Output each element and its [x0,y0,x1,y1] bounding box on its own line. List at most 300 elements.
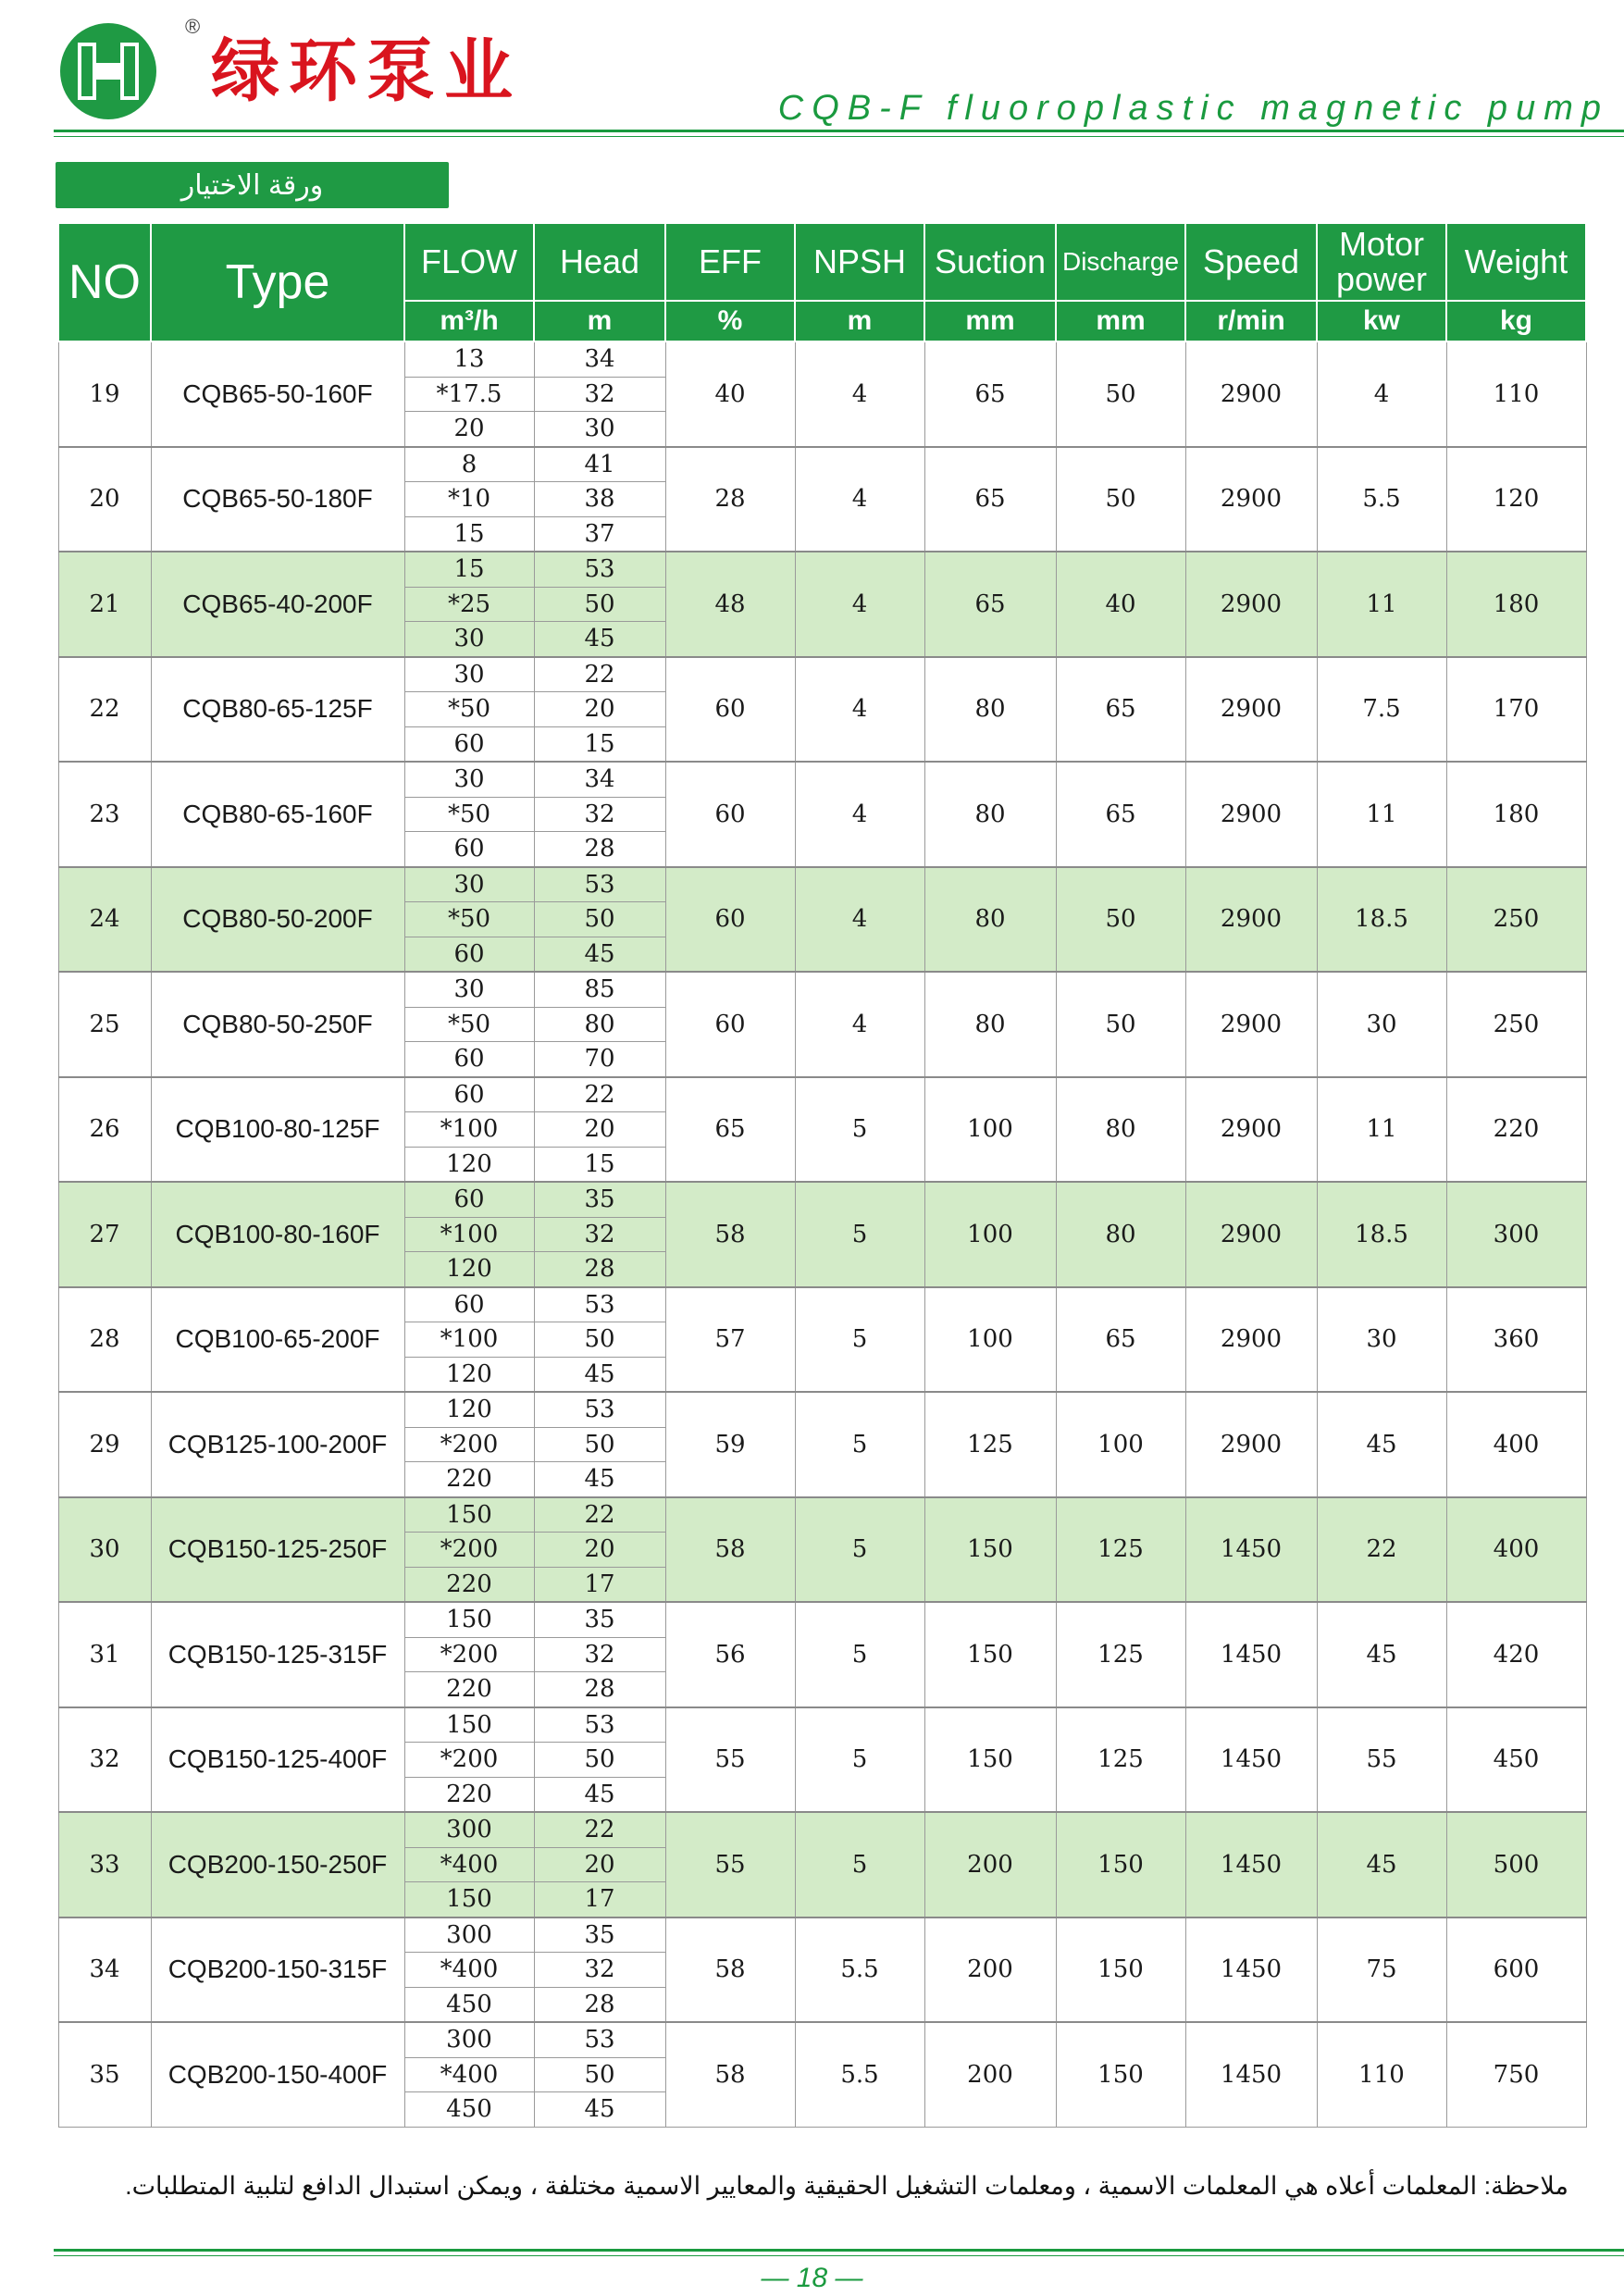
cell-head: 50 [534,2057,665,2092]
cell-speed: 1450 [1185,1497,1317,1603]
cell-flow: 300 [404,1917,534,1953]
unit-head: m [534,301,665,341]
unit-motor: kw [1317,301,1446,341]
cell-suction: 80 [924,972,1056,1077]
cell-eff: 40 [665,341,795,447]
cell-no: 32 [58,1707,151,1813]
cell-flow: *17.5 [404,377,534,412]
cell-eff: 57 [665,1287,795,1393]
header-weight: Weight [1446,223,1586,301]
cell-flow: 30 [404,762,534,797]
cell-head: 28 [534,1987,665,2022]
cell-head: 37 [534,516,665,552]
cell-suction: 200 [924,1812,1056,1917]
cell-flow: 15 [404,552,534,587]
table-row [58,341,1586,377]
cell-head: 28 [534,1672,665,1707]
cell-discharge: 65 [1056,762,1185,867]
cell-flow: *100 [404,1217,534,1252]
cell-weight: 110 [1446,341,1586,447]
cell-speed: 2900 [1185,1182,1317,1287]
cell-no: 26 [58,1077,151,1183]
header-divider-thin [54,136,1624,137]
cell-suction: 65 [924,552,1056,657]
header-discharge: Discharge [1056,223,1185,301]
spec-table [57,222,1587,2128]
cell-flow: *200 [404,1427,534,1462]
cell-speed: 1450 [1185,2022,1317,2127]
cell-flow: 220 [404,1777,534,1812]
cell-flow: *200 [404,1533,534,1568]
cell-head: 15 [534,1147,665,1182]
cell-motor: 22 [1317,1497,1446,1603]
cell-npsh: 5 [795,1602,924,1707]
cell-head: 20 [534,1112,665,1148]
cell-discharge: 50 [1056,341,1185,447]
cell-no: 19 [58,341,151,447]
header-eff: EFF [665,223,795,301]
table-row [58,1707,1586,1743]
header-no: NO [58,223,151,341]
cell-weight: 300 [1446,1182,1586,1287]
cell-flow: 30 [404,867,534,902]
table-row [58,1812,1586,1847]
cell-head: 50 [534,1427,665,1462]
cell-no: 30 [58,1497,151,1603]
cell-head: 50 [534,902,665,937]
cell-eff: 55 [665,1812,795,1917]
cell-suction: 200 [924,1917,1056,2023]
cell-eff: 55 [665,1707,795,1813]
cell-head: 22 [534,1497,665,1533]
cell-motor: 11 [1317,552,1446,657]
cell-speed: 2900 [1185,762,1317,867]
cell-flow: *200 [404,1743,534,1778]
cell-weight: 450 [1446,1707,1586,1813]
cell-discharge: 40 [1056,552,1185,657]
cell-head: 45 [534,937,665,972]
cell-type: CQB150-125-250F [151,1497,404,1603]
cell-eff: 58 [665,2022,795,2127]
cell-flow: 20 [404,412,534,447]
cell-npsh: 4 [795,972,924,1077]
cell-motor: 18.5 [1317,1182,1446,1287]
section-tab: ورقة الاختيار [56,162,449,208]
cell-flow: *400 [404,1953,534,1988]
cell-npsh: 4 [795,657,924,763]
cell-no: 29 [58,1392,151,1497]
table-row [58,1287,1586,1322]
unit-suction: mm [924,301,1056,341]
cell-discharge: 100 [1056,1392,1185,1497]
cell-no: 31 [58,1602,151,1707]
cell-suction: 100 [924,1077,1056,1183]
cell-discharge: 50 [1056,972,1185,1077]
cell-head: 20 [534,1847,665,1882]
cell-flow: 13 [404,341,534,377]
cell-head: 85 [534,972,665,1007]
cell-motor: 75 [1317,1917,1446,2023]
cell-eff: 58 [665,1497,795,1603]
cell-speed: 2900 [1185,552,1317,657]
cell-head: 22 [534,657,665,692]
cell-no: 22 [58,657,151,763]
cell-suction: 150 [924,1707,1056,1813]
cell-motor: 5.5 [1317,447,1446,552]
cell-no: 25 [58,972,151,1077]
cell-flow: 60 [404,1077,534,1112]
cell-no: 20 [58,447,151,552]
product-title: CQB-F fluoroplastic magnetic pump [777,89,1609,128]
cell-weight: 170 [1446,657,1586,763]
cell-suction: 80 [924,867,1056,973]
cell-flow: 150 [404,1882,534,1917]
cell-motor: 11 [1317,762,1446,867]
cell-suction: 65 [924,341,1056,447]
cell-no: 21 [58,552,151,657]
cell-motor: 30 [1317,972,1446,1077]
cell-head: 45 [534,1357,665,1392]
cell-head: 53 [534,1287,665,1322]
unit-flow: m³/h [404,301,534,341]
unit-weight: kg [1446,301,1586,341]
header-type: Type [151,223,404,341]
cell-speed: 1450 [1185,1812,1317,1917]
unit-discharge: mm [1056,301,1185,341]
cell-type: CQB150-125-400F [151,1707,404,1813]
cell-weight: 250 [1446,867,1586,973]
header-divider [54,130,1624,132]
cell-eff: 56 [665,1602,795,1707]
cell-flow: *50 [404,797,534,832]
cell-type: CQB150-125-315F [151,1602,404,1707]
cell-speed: 1450 [1185,1602,1317,1707]
cell-speed: 2900 [1185,447,1317,552]
cell-flow: *10 [404,482,534,517]
cell-head: 38 [534,482,665,517]
cell-speed: 2900 [1185,341,1317,447]
cell-head: 50 [534,1322,665,1358]
cell-speed: 2900 [1185,1077,1317,1183]
cell-flow: 150 [404,1707,534,1743]
cell-flow: *50 [404,1007,534,1042]
table-row [58,1392,1586,1427]
cell-flow: 120 [404,1392,534,1427]
cell-no: 28 [58,1287,151,1393]
cell-weight: 400 [1446,1392,1586,1497]
cell-weight: 400 [1446,1497,1586,1603]
cell-head: 20 [534,1533,665,1568]
cell-motor: 30 [1317,1287,1446,1393]
cell-type: CQB80-65-160F [151,762,404,867]
cell-head: 17 [534,1567,665,1602]
cell-flow: *25 [404,587,534,622]
cell-weight: 180 [1446,762,1586,867]
cell-motor: 45 [1317,1602,1446,1707]
cell-type: CQB80-50-200F [151,867,404,973]
cell-head: 32 [534,797,665,832]
cell-head: 20 [534,692,665,727]
table-row [58,1077,1586,1112]
cell-motor: 4 [1317,341,1446,447]
cell-speed: 2900 [1185,1287,1317,1393]
cell-npsh: 5.5 [795,1917,924,2023]
cell-type: CQB65-50-180F [151,447,404,552]
cell-discharge: 125 [1056,1707,1185,1813]
cell-discharge: 50 [1056,867,1185,973]
table-row [58,552,1586,587]
cell-weight: 120 [1446,447,1586,552]
cell-weight: 180 [1446,552,1586,657]
cell-head: 35 [534,1182,665,1217]
footer-divider [54,2249,1624,2252]
cell-weight: 500 [1446,1812,1586,1917]
cell-npsh: 5 [795,1077,924,1183]
cell-flow: *50 [404,902,534,937]
cell-npsh: 5.5 [795,2022,924,2127]
header-suction: Suction [924,223,1056,301]
cell-head: 34 [534,762,665,797]
cell-weight: 220 [1446,1077,1586,1183]
cell-suction: 100 [924,1287,1056,1393]
cell-type: CQB200-150-315F [151,1917,404,2023]
unit-npsh: m [795,301,924,341]
cell-no: 23 [58,762,151,867]
cell-motor: 45 [1317,1812,1446,1917]
cell-motor: 110 [1317,2022,1446,2127]
cell-flow: 300 [404,2022,534,2057]
cell-head: 32 [534,1217,665,1252]
cell-eff: 60 [665,657,795,763]
cell-npsh: 4 [795,341,924,447]
cell-head: 35 [534,1602,665,1637]
cell-motor: 7.5 [1317,657,1446,763]
cell-npsh: 5 [795,1812,924,1917]
header-motor-line2: power [1335,260,1428,298]
cell-weight: 360 [1446,1287,1586,1393]
cell-discharge: 125 [1056,1497,1185,1603]
cell-head: 15 [534,726,665,762]
page-number: — 18 — [761,2263,863,2293]
cell-weight: 420 [1446,1602,1586,1707]
cell-head: 45 [534,622,665,657]
cell-eff: 58 [665,1917,795,2023]
cell-suction: 200 [924,2022,1056,2127]
cell-speed: 2900 [1185,867,1317,973]
cell-suction: 150 [924,1602,1056,1707]
cell-head: 17 [534,1882,665,1917]
cell-flow: *50 [404,692,534,727]
cell-speed: 1450 [1185,1707,1317,1813]
cell-discharge: 150 [1056,1812,1185,1917]
cell-weight: 600 [1446,1917,1586,2023]
header-flow: FLOW [404,223,534,301]
cell-flow: 300 [404,1812,534,1847]
cell-flow: 120 [404,1357,534,1392]
cell-head: 53 [534,867,665,902]
cell-npsh: 5 [795,1287,924,1393]
cell-head: 53 [534,2022,665,2057]
cell-eff: 59 [665,1392,795,1497]
cell-type: CQB200-150-400F [151,2022,404,2127]
cell-discharge: 80 [1056,1182,1185,1287]
header-motor-line1: Motor [1338,225,1425,264]
cell-flow: 220 [404,1672,534,1707]
cell-suction: 150 [924,1497,1056,1603]
cell-flow: 30 [404,972,534,1007]
cell-discharge: 80 [1056,1077,1185,1183]
cell-weight: 250 [1446,972,1586,1077]
cell-suction: 80 [924,657,1056,763]
cell-type: CQB100-80-160F [151,1182,404,1287]
cell-head: 22 [534,1812,665,1847]
cell-type: CQB65-50-160F [151,341,404,447]
cell-eff: 28 [665,447,795,552]
cell-speed: 1450 [1185,1917,1317,2023]
cell-head: 80 [534,1007,665,1042]
cell-no: 33 [58,1812,151,1917]
spec-table-body [58,341,1586,2127]
cell-suction: 100 [924,1182,1056,1287]
cell-head: 28 [534,832,665,867]
unit-eff: % [665,301,795,341]
table-row [58,2022,1586,2057]
cell-motor: 55 [1317,1707,1446,1813]
cell-eff: 58 [665,1182,795,1287]
cell-discharge: 50 [1056,447,1185,552]
cell-suction: 65 [924,447,1056,552]
cell-flow: 60 [404,1182,534,1217]
cell-flow: 30 [404,622,534,657]
table-row [58,447,1586,482]
cell-npsh: 4 [795,867,924,973]
cell-head: 32 [534,1637,665,1672]
cell-no: 27 [58,1182,151,1287]
cell-motor: 11 [1317,1077,1446,1183]
registered-mark: ® [185,15,201,38]
table-row [58,1497,1586,1533]
cell-head: 35 [534,1917,665,1953]
footer-divider-thin [54,2255,1624,2256]
cell-npsh: 5 [795,1707,924,1813]
header-speed: Speed [1185,223,1317,301]
header-npsh: NPSH [795,223,924,301]
cell-type: CQB100-80-125F [151,1077,404,1183]
cell-npsh: 5 [795,1497,924,1603]
cell-flow: 60 [404,937,534,972]
cell-head: 53 [534,1392,665,1427]
header-head: Head [534,223,665,301]
cell-eff: 48 [665,552,795,657]
table-row [58,1182,1586,1217]
cell-no: 34 [58,1917,151,2023]
cell-no: 24 [58,867,151,973]
cell-flow: 450 [404,2092,534,2128]
cell-head: 45 [534,1777,665,1812]
cell-eff: 60 [665,867,795,973]
cell-flow: *200 [404,1637,534,1672]
cell-npsh: 5 [795,1182,924,1287]
table-row [58,867,1586,902]
cell-head: 41 [534,447,665,482]
cell-head: 30 [534,412,665,447]
cell-suction: 125 [924,1392,1056,1497]
cell-no: 35 [58,2022,151,2127]
cell-head: 34 [534,341,665,377]
cell-flow: 220 [404,1567,534,1602]
table-row [58,1917,1586,1953]
cell-flow: 60 [404,832,534,867]
cell-speed: 2900 [1185,1392,1317,1497]
cell-type: CQB125-100-200F [151,1392,404,1497]
cell-discharge: 65 [1056,1287,1185,1393]
cell-flow: 60 [404,1287,534,1322]
cell-head: 53 [534,1707,665,1743]
header-motor-power [1317,223,1446,301]
cell-motor: 18.5 [1317,867,1446,973]
cell-flow: 15 [404,516,534,552]
cell-flow: 120 [404,1147,534,1182]
cell-npsh: 4 [795,447,924,552]
cell-discharge: 65 [1056,657,1185,763]
cell-npsh: 4 [795,552,924,657]
cell-head: 28 [534,1252,665,1287]
cell-motor: 45 [1317,1392,1446,1497]
cell-type: CQB100-65-200F [151,1287,404,1393]
cell-head: 50 [534,1743,665,1778]
cell-flow: 150 [404,1602,534,1637]
cell-head: 53 [534,552,665,587]
cell-flow: *400 [404,1847,534,1882]
footnote: ملاحظة: المعلمات أعلاه هي المعلمات الاسمية ، ومعلمات التشغيل الحقيقية والمعايير الاسمية مختلفة ، ويمكن استبدال الدافع لتلبية المتطلبات. [125,2172,1568,2200]
cell-flow: *400 [404,2057,534,2092]
cell-head: 50 [534,587,665,622]
cell-flow: 30 [404,657,534,692]
unit-speed: r/min [1185,301,1317,341]
table-row [58,657,1586,692]
cell-speed: 2900 [1185,657,1317,763]
cell-type: CQB80-50-250F [151,972,404,1077]
cell-flow: *100 [404,1112,534,1148]
cell-eff: 65 [665,1077,795,1183]
cell-npsh: 4 [795,762,924,867]
brand-name: 绿环泵业 [211,31,522,111]
cell-eff: 60 [665,972,795,1077]
table-row [58,972,1586,1007]
cell-flow: 60 [404,1042,534,1077]
cell-npsh: 5 [795,1392,924,1497]
cell-flow: *100 [404,1322,534,1358]
cell-suction: 80 [924,762,1056,867]
cell-head: 70 [534,1042,665,1077]
brand-logo-icon [57,20,159,122]
cell-discharge: 150 [1056,1917,1185,2023]
cell-head: 32 [534,377,665,412]
cell-flow: 450 [404,1987,534,2022]
cell-weight: 750 [1446,2022,1586,2127]
table-row [58,762,1586,797]
table-row [58,1602,1586,1637]
cell-speed: 2900 [1185,972,1317,1077]
cell-head: 45 [534,1462,665,1497]
cell-type: CQB65-40-200F [151,552,404,657]
cell-flow: 150 [404,1497,534,1533]
cell-discharge: 125 [1056,1602,1185,1707]
cell-flow: 60 [404,726,534,762]
cell-discharge: 150 [1056,2022,1185,2127]
cell-flow: 220 [404,1462,534,1497]
cell-head: 22 [534,1077,665,1112]
